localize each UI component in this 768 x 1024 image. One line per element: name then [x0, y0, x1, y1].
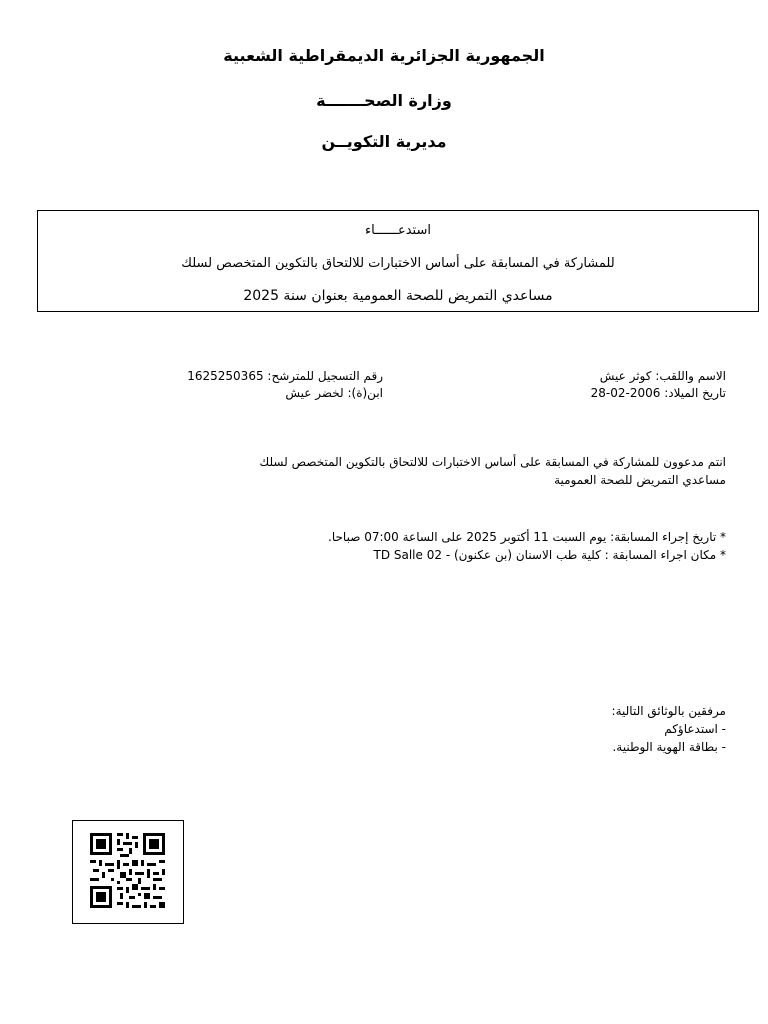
candidate-name	[600, 369, 726, 383]
republic-title: الجمهورية الجزائرية الديمقراطية الشعبية	[223, 46, 545, 65]
ministry-title: وزارة الصحـــــــة	[316, 91, 452, 110]
name-value: كوثر عيش	[599, 369, 652, 383]
convocation-box	[37, 210, 759, 312]
invitation-line2: مساعدي التمريض للصحة العمومية	[554, 473, 726, 487]
candidate-birthdate	[591, 386, 726, 400]
exam-place: * مكان اجراء المسابقة : كلية طب الاسنان (بن عكنون) - 02 TD Salle	[373, 548, 726, 562]
candidate-parent	[285, 386, 383, 400]
reg-label: رقم التسجيل للمترشح:	[267, 369, 383, 383]
convocation-subject-line1: للمشاركة في المسابقة على أساس الاختبارات للالتحاق بالتكوين المتخصص لسلك	[181, 256, 615, 271]
exam-date: * تاريخ إجراء المسابقة: يوم السبت 11 أكتوبر 2025 على الساعة 07:00 صباحا.	[328, 530, 726, 544]
qr-code-icon	[73, 821, 183, 923]
invitation-line1: انتم مدعوون للمشاركة في المسابقة على أساس الاختبارات للالتحاق بالتكوين المتخصص لسلك	[259, 455, 726, 469]
directorate-title: مديرية التكويــن	[321, 132, 447, 151]
parent-value: لخضر عيش	[285, 386, 344, 400]
candidate-registration	[187, 369, 383, 383]
convocation-subject-line2: مساعدي التمريض للصحة العمومية بعنوان سنة 2025	[243, 288, 553, 304]
parent-label: ابن(ة):	[347, 386, 383, 400]
birth-value: 2006-02-28	[590, 386, 661, 400]
convocation-title: استدعــــــاء	[365, 223, 431, 238]
document-item-convocation: - استدعاؤكم	[664, 722, 726, 736]
reg-value: 1625250365	[187, 369, 264, 383]
qr-code	[72, 820, 184, 924]
name-label: الاسم واللقب:	[655, 369, 726, 383]
documents-title: مرفقين بالوثائق التالية:	[611, 704, 726, 718]
birth-label: تاريخ الميلاد:	[664, 386, 726, 400]
document-item-id-card: - بطاقة الهوية الوطنية.	[612, 740, 726, 754]
